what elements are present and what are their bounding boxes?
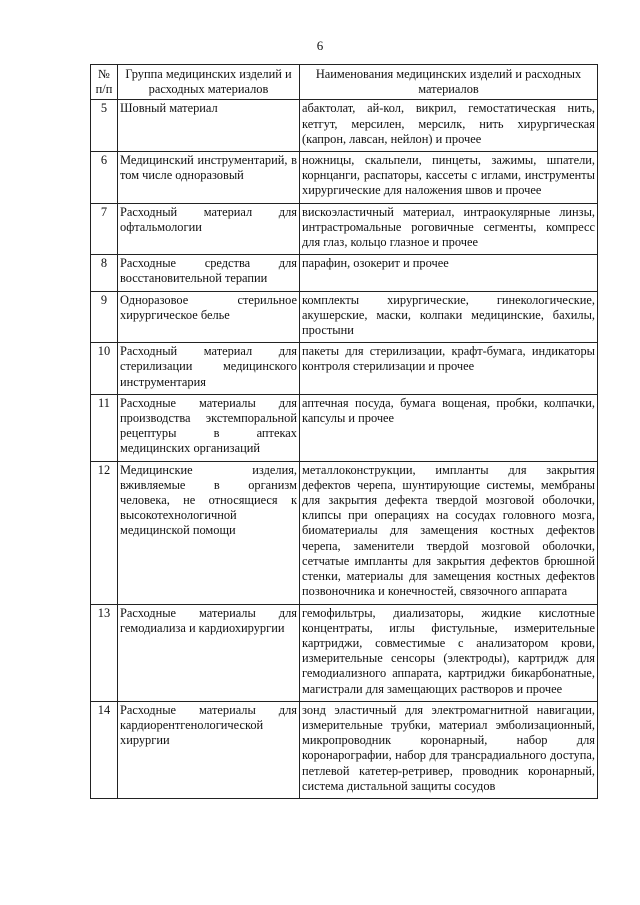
row-items: комплекты хирургические, гинекологические, акушерские, маски, колпаки медицинские, бахилы, простыни: [300, 291, 598, 343]
header-group: Группа медицинских изделий и расходных материалов: [118, 65, 300, 100]
row-group: Расходные средства для восстановительной терапии: [118, 255, 300, 291]
row-items: абактолат, ай-кол, викрил, гемостатическая нить, кетгут, мерсилен, мерсилк, нить хирургическая (капрон, лавсан, нейлон) и прочее: [300, 100, 598, 152]
row-items: аптечная посуда, бумага вощеная, пробки, колпачки, капсулы и прочее: [300, 394, 598, 461]
row-num: 9: [91, 291, 118, 343]
row-num: 14: [91, 701, 118, 798]
row-group: Расходные материалы для гемодиализа и кардиохирургии: [118, 604, 300, 701]
table-row: [91, 394, 598, 461]
medical-items-table: [90, 64, 598, 799]
row-num: 8: [91, 255, 118, 291]
table-row: [91, 461, 598, 604]
row-group: Расходные материалы для кардиорентгенологической хирургии: [118, 701, 300, 798]
row-items: вискоэластичный материал, интраокулярные линзы, интрастромальные роговичные сегменты, компресс для глаз, кольцо глазное и прочее: [300, 203, 598, 255]
table-row: [91, 100, 598, 152]
row-items: зонд эластичный для электромагнитной навигации, измерительные трубки, материал эмболизационный, микропроводник коронарный, набор для коронарографии, набор для трансрадиального доступа, петлевой катетер-ретривер, проводник коронарный, система дистальной защиты сосудов: [300, 701, 598, 798]
row-num: 10: [91, 343, 118, 395]
row-group: Расходные материалы для производства экстемпоральной рецептуры в аптеках медицинских организаций: [118, 394, 300, 461]
row-items: металлоконструкции, импланты для закрытия дефектов черепа, шунтирующие системы, мембраны для закрытия дефекта твердой мозговой оболочки, клипсы при операциях на сосудах головного мозга, биоматериалы для замещения костных дефектов черепа, заменители твердой мозговой оболочки, сетчатые импланты для закрытия дефектов брюшной стенки, материалы для замещения костных дефектов позвоночника и конечностей, связочного аппарата: [300, 461, 598, 604]
header-num: № п/п: [91, 65, 118, 100]
row-group: Расходный материал для стерилизации медицинского инструментария: [118, 343, 300, 395]
table-row: [91, 203, 598, 255]
table-row: [91, 255, 598, 291]
row-num: 11: [91, 394, 118, 461]
table-header-row: [91, 65, 598, 100]
row-items: пакеты для стерилизации, крафт-бумага, индикаторы контроля стерилизации и прочее: [300, 343, 598, 395]
table-row: [91, 152, 598, 204]
table-row: [91, 701, 598, 798]
table-row: [91, 291, 598, 343]
row-group: Одноразовое стерильное хирургическое белье: [118, 291, 300, 343]
row-items: гемофильтры, диализаторы, жидкие кислотные концентраты, иглы фистульные, измерительные картриджи, совместимые с анализатором крови, измерительные сенсоры (электроды), картридж для гемодиализного аппарата, картриджи бикарбонатные, магистрали для замещающих растворов и прочее: [300, 604, 598, 701]
row-num: 12: [91, 461, 118, 604]
row-group: Расходный материал для офтальмологии: [118, 203, 300, 255]
row-items: парафин, озокерит и прочее: [300, 255, 598, 291]
row-group: Медицинский инструментарий, в том числе одноразовый: [118, 152, 300, 204]
page-number: 6: [316, 38, 324, 53]
header-items: Наименования медицинских изделий и расходных материалов: [300, 65, 598, 100]
row-group: Медицинские изделия, вживляемые в организм человека, не относящиеся к высокотехнологичной медицинской помощи: [118, 461, 300, 604]
row-num: 5: [91, 100, 118, 152]
row-group: Шовный материал: [118, 100, 300, 152]
table-row: [91, 604, 598, 701]
row-num: 6: [91, 152, 118, 204]
row-num: 7: [91, 203, 118, 255]
row-items: ножницы, скальпели, пинцеты, зажимы, шпатели, корнцанги, распаторы, кассеты с иглами, инструменты хирургические для наложения швов и прочее: [300, 152, 598, 204]
table-row: [91, 343, 598, 395]
row-num: 13: [91, 604, 118, 701]
